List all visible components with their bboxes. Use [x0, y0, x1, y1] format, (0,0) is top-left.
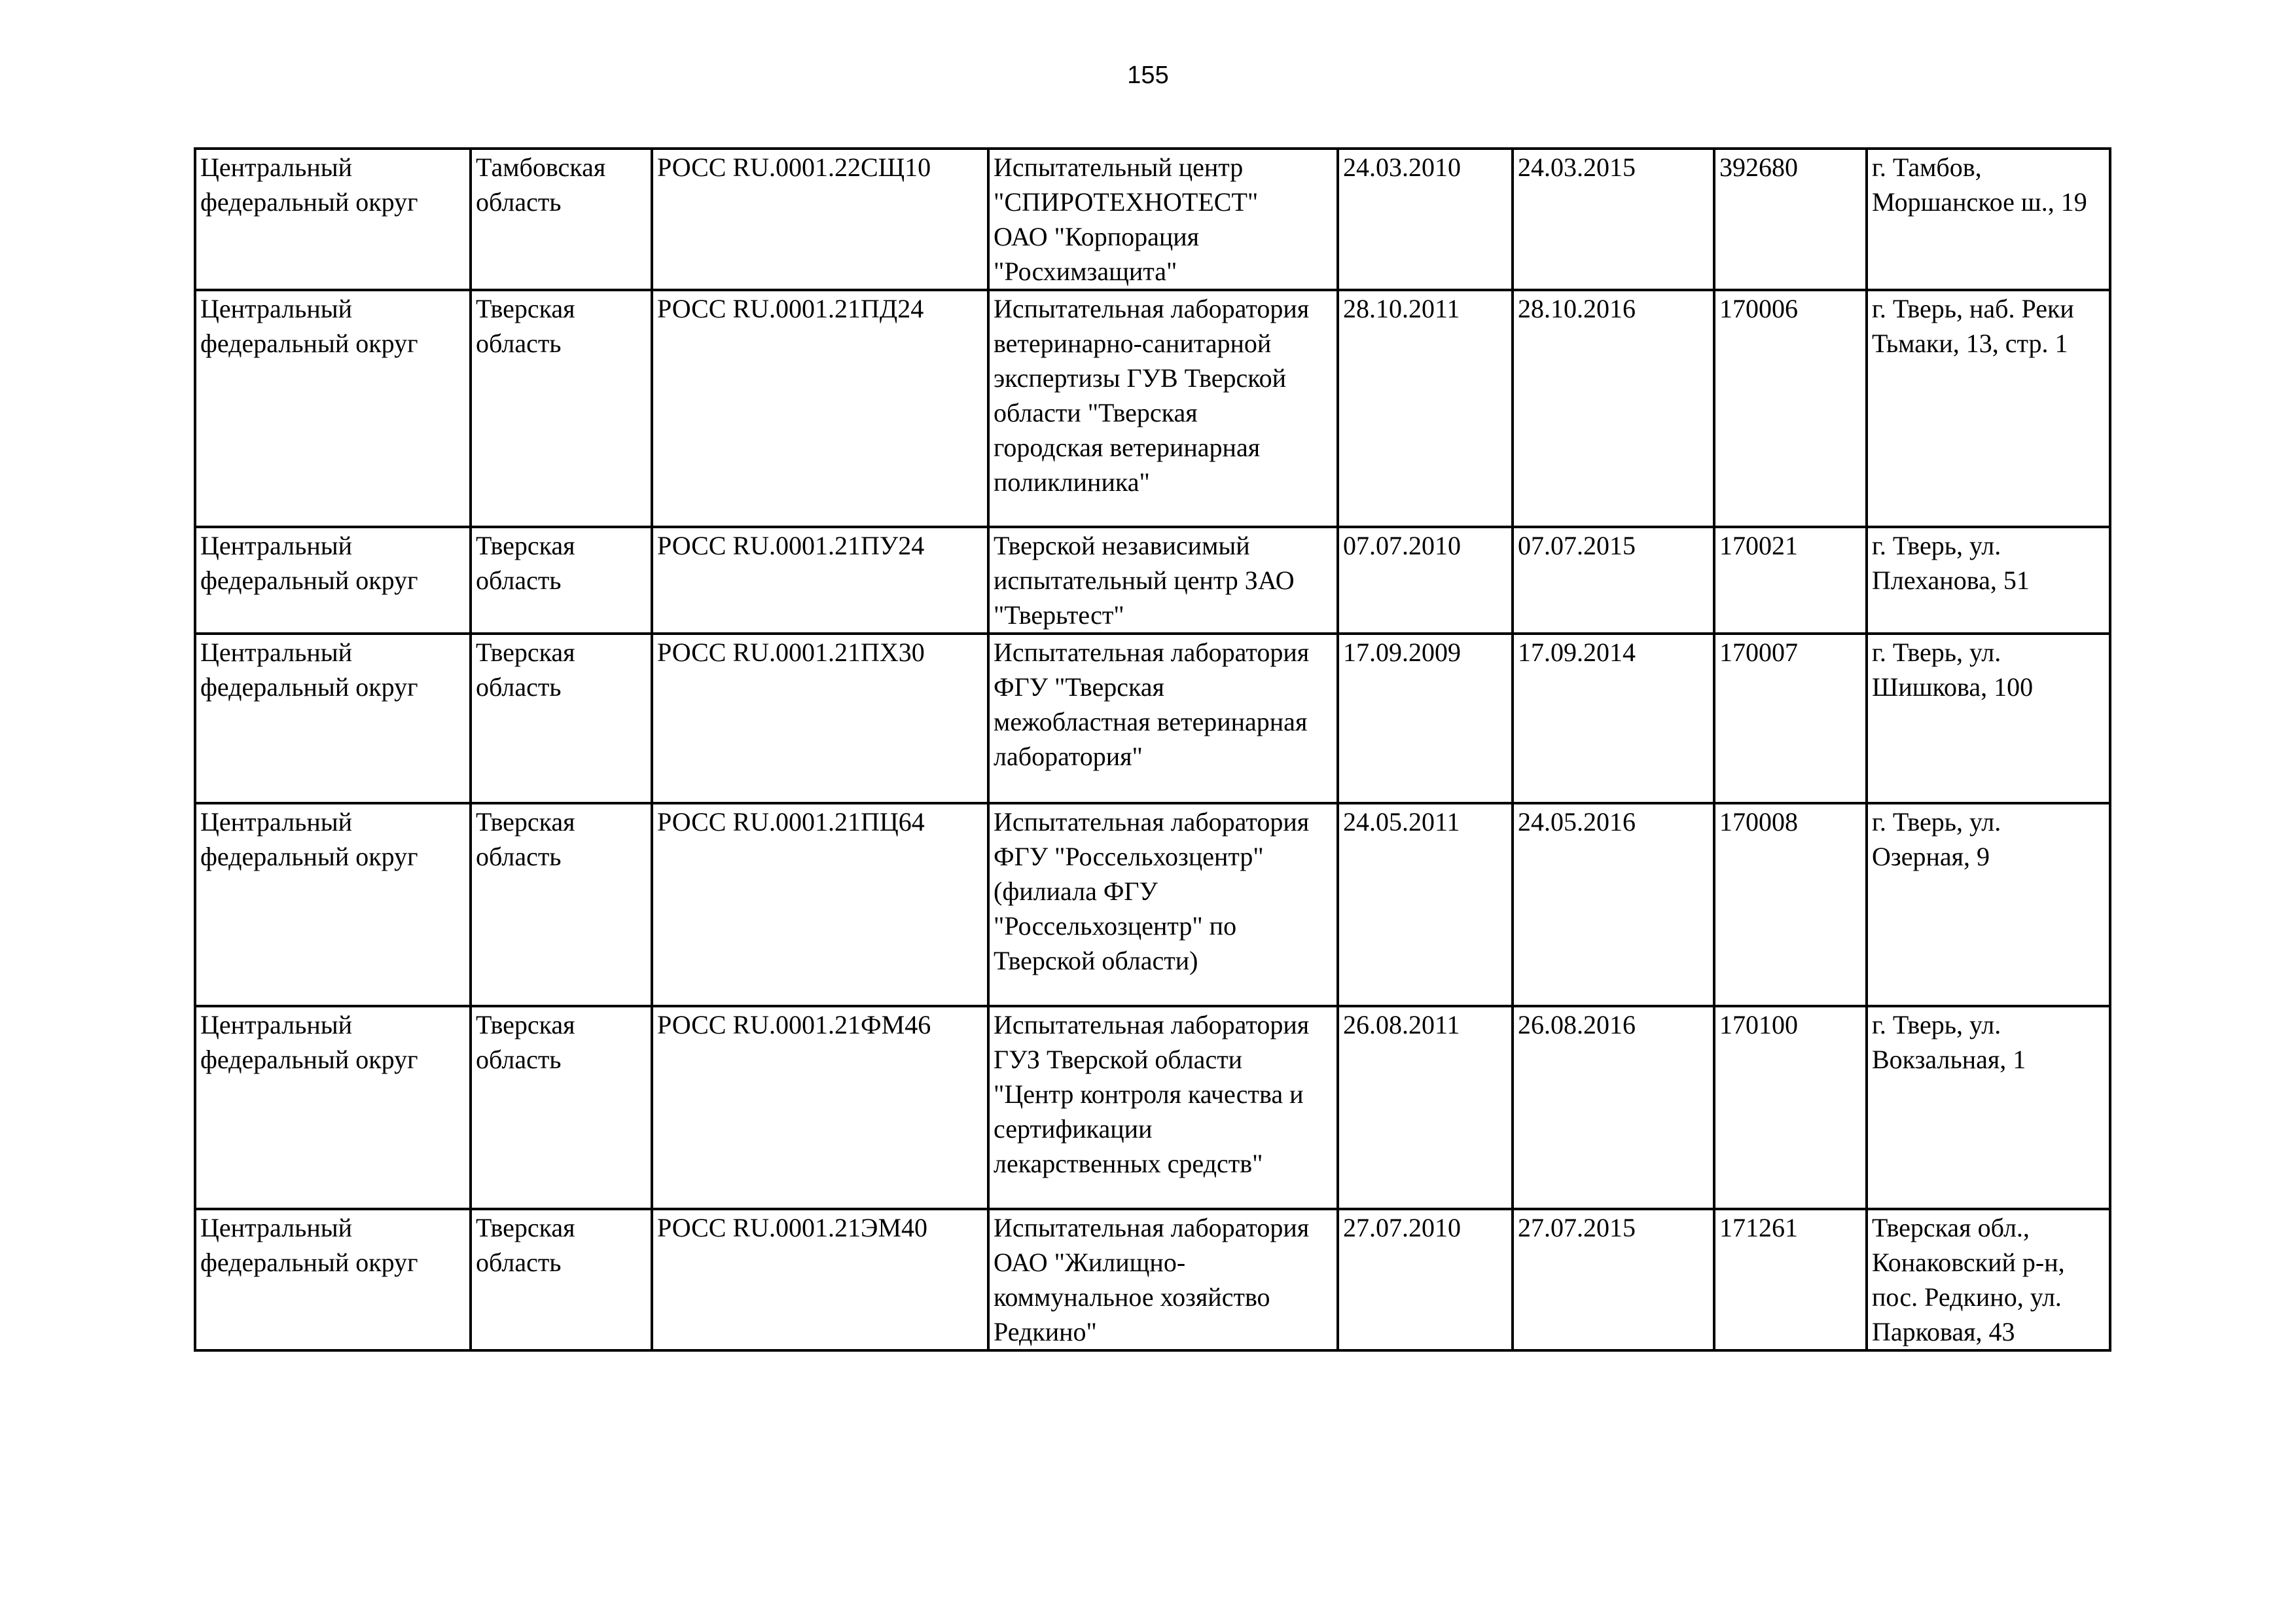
postal-code-cell: 170100	[1714, 1006, 1867, 1209]
date-from-cell: 28.10.2011	[1338, 290, 1513, 527]
district-cell: Центральный федеральный округ	[195, 803, 471, 1006]
address-cell: Тверская обл., Конаковский р-н, пос. Редкино, ул. Парковая, 43	[1867, 1209, 2110, 1350]
region-cell: Тверская область	[471, 527, 652, 634]
table-row	[195, 1209, 2110, 1350]
postal-code-cell: 170006	[1714, 290, 1867, 527]
postal-code-cell: 171261	[1714, 1209, 1867, 1350]
district-cell: Центральный федеральный округ	[195, 1209, 471, 1350]
table-row	[195, 803, 2110, 1006]
reg-number-cell: РОСС RU.0001.21ПД24	[652, 290, 988, 527]
reg-number-cell: РОСС RU.0001.21ЭМ40	[652, 1209, 988, 1350]
date-to-cell: 27.07.2015	[1513, 1209, 1714, 1350]
postal-code-cell: 170007	[1714, 634, 1867, 803]
organization-cell: Тверской независимый испытательный центр ЗАО "Тверьтест"	[988, 527, 1338, 634]
address-cell: г. Тверь, ул. Шишкова, 100	[1867, 634, 2110, 803]
address-cell: г. Тверь, ул. Озерная, 9	[1867, 803, 2110, 1006]
date-from-cell: 24.03.2010	[1338, 149, 1513, 290]
table-row	[195, 290, 2110, 527]
date-from-cell: 24.05.2011	[1338, 803, 1513, 1006]
district-cell: Центральный федеральный округ	[195, 290, 471, 527]
table-row	[195, 634, 2110, 803]
date-to-cell: 26.08.2016	[1513, 1006, 1714, 1209]
region-cell: Тверская область	[471, 1006, 652, 1209]
region-cell: Тверская область	[471, 290, 652, 527]
reg-number-cell: РОСС RU.0001.21ПХ30	[652, 634, 988, 803]
organization-cell: Испытательный центр "СПИРОТЕХНОТЕСТ" ОАО "Корпорация "Росхимзащита"	[988, 149, 1338, 290]
date-to-cell: 24.03.2015	[1513, 149, 1714, 290]
organization-cell: Испытательная лаборатория ОАО "Жилищно- коммунальное хозяйство Редкино"	[988, 1209, 1338, 1350]
organization-cell: Испытательная лаборатория ГУЗ Тверской области "Центр контроля качества и сертификации лекарственных средств"	[988, 1006, 1338, 1209]
district-cell: Центральный федеральный округ	[195, 527, 471, 634]
date-from-cell: 26.08.2011	[1338, 1006, 1513, 1209]
region-cell: Тверская область	[471, 634, 652, 803]
region-cell: Тверская область	[471, 803, 652, 1006]
reg-number-cell: РОСС RU.0001.21ФМ46	[652, 1006, 988, 1209]
date-from-cell: 07.07.2010	[1338, 527, 1513, 634]
district-cell: Центральный федеральный округ	[195, 1006, 471, 1209]
reg-number-cell: РОСС RU.0001.21ПЦ64	[652, 803, 988, 1006]
district-cell: Центральный федеральный округ	[195, 634, 471, 803]
region-cell: Тверская область	[471, 1209, 652, 1350]
table-row	[195, 527, 2110, 634]
date-from-cell: 17.09.2009	[1338, 634, 1513, 803]
date-to-cell: 07.07.2015	[1513, 527, 1714, 634]
address-cell: г. Тверь, ул. Вокзальная, 1	[1867, 1006, 2110, 1209]
region-cell: Тамбовская область	[471, 149, 652, 290]
organization-cell: Испытательная лаборатория ФГУ "Тверская межобластная ветеринарная лаборатория"	[988, 634, 1338, 803]
table-row	[195, 149, 2110, 290]
organization-cell: Испытательная лаборатория ветеринарно-санитарной экспертизы ГУВ Тверской области "Тверская городская ветеринарная поликлиника"	[988, 290, 1338, 527]
registry-table	[194, 147, 2111, 1352]
organization-cell: Испытательная лаборатория ФГУ "Россельхозцентр" (филиала ФГУ "Россельхозцентр" по Тверской области)	[988, 803, 1338, 1006]
address-cell: г. Тверь, наб. Реки Тьмаки, 13, стр. 1	[1867, 290, 2110, 527]
reg-number-cell: РОСС RU.0001.22СЩ10	[652, 149, 988, 290]
postal-code-cell: 170021	[1714, 527, 1867, 634]
district-cell: Центральный федеральный округ	[195, 149, 471, 290]
postal-code-cell: 170008	[1714, 803, 1867, 1006]
date-to-cell: 17.09.2014	[1513, 634, 1714, 803]
date-to-cell: 28.10.2016	[1513, 290, 1714, 527]
address-cell: г. Тамбов, Моршанское ш., 19	[1867, 149, 2110, 290]
reg-number-cell: РОСС RU.0001.21ПУ24	[652, 527, 988, 634]
date-to-cell: 24.05.2016	[1513, 803, 1714, 1006]
page-number: 155	[1127, 62, 1169, 89]
address-cell: г. Тверь, ул. Плеханова, 51	[1867, 527, 2110, 634]
date-from-cell: 27.07.2010	[1338, 1209, 1513, 1350]
table-row	[195, 1006, 2110, 1209]
postal-code-cell: 392680	[1714, 149, 1867, 290]
